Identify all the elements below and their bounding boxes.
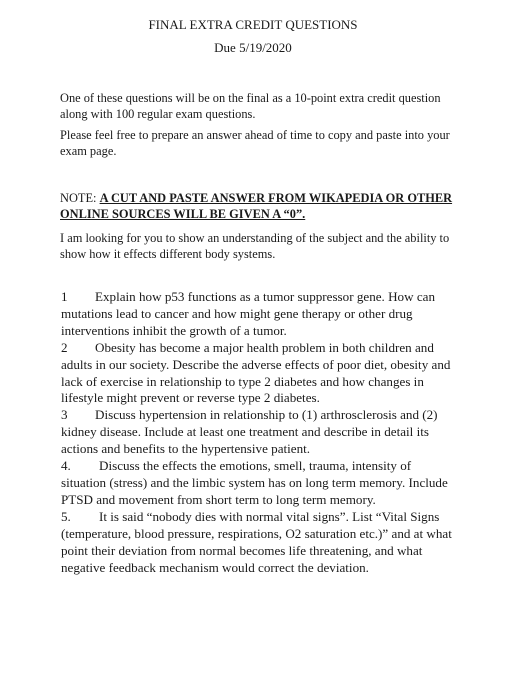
question-text: Discuss hypertension in relationship to (1) arthrosclerosis and (2) kidney disease. Include at least one treatment and describe in detail its actions and benefits to the hypertensive patient. bbox=[61, 407, 438, 457]
note-label: NOTE: bbox=[60, 191, 100, 205]
question-item bbox=[61, 407, 453, 458]
question-list bbox=[61, 289, 453, 576]
question-number: 3 bbox=[61, 407, 68, 423]
question-text: Discuss the effects the emotions, smell, trauma, intensity of situation (stress) and the limbic system has on long term memory. Include PTSD and movement from short term to long term memory. bbox=[61, 458, 448, 507]
note-warning bbox=[60, 191, 455, 222]
question-item bbox=[61, 509, 453, 577]
note-body: I am looking for you to show an understanding of the subject and the ability to show how it effects different body systems. bbox=[60, 231, 450, 261]
question-number: 2 bbox=[61, 339, 68, 355]
document-title: FINAL EXTRA CREDIT QUESTIONS bbox=[148, 17, 358, 32]
question-number: 5. bbox=[61, 508, 71, 524]
question-number: 1 bbox=[61, 289, 68, 304]
question-number: 4. bbox=[61, 458, 71, 474]
question-text: Explain how p53 functions as a tumor suppressor gene. How can mutations lead to cancer and how might gene therapy or other drug interventions inhibit the growth of a tumor. bbox=[61, 289, 436, 338]
due-date: Due 5/19/2020 bbox=[214, 40, 292, 55]
question-text: It is said “nobody dies with normal vital signs”. List “Vital Signs (temperature, blood pressure, respirations, O2 saturation etc.)” and at what point their deviation from normal becomes life threatening, and what negative feedback mechanism would correct the deviation. bbox=[61, 508, 452, 575]
intro-paragraph-1: One of these questions will be on the final as a 10-point extra credit question along with 100 regular exam questions. bbox=[60, 91, 441, 121]
question-item bbox=[61, 340, 453, 408]
note-warning-text: A CUT AND PASTE ANSWER FROM WIKAPEDIA OR OTHER ONLINE SOURCES WILL BE GIVEN A “0”. bbox=[60, 191, 453, 221]
question-item bbox=[61, 289, 453, 340]
question-item bbox=[61, 458, 453, 509]
question-text: Obesity has become a major health problem in both children and adults in our society. Describe the adverse effects of poor diet, obesity and lack of exercise in relationship to type 2 diabetes and how changes in lifestyle might prevent or reverse type 2 diabetes. bbox=[61, 339, 451, 406]
intro-paragraph-2: Please feel free to prepare an answer ahead of time to copy and paste into your exam page. bbox=[60, 128, 450, 158]
